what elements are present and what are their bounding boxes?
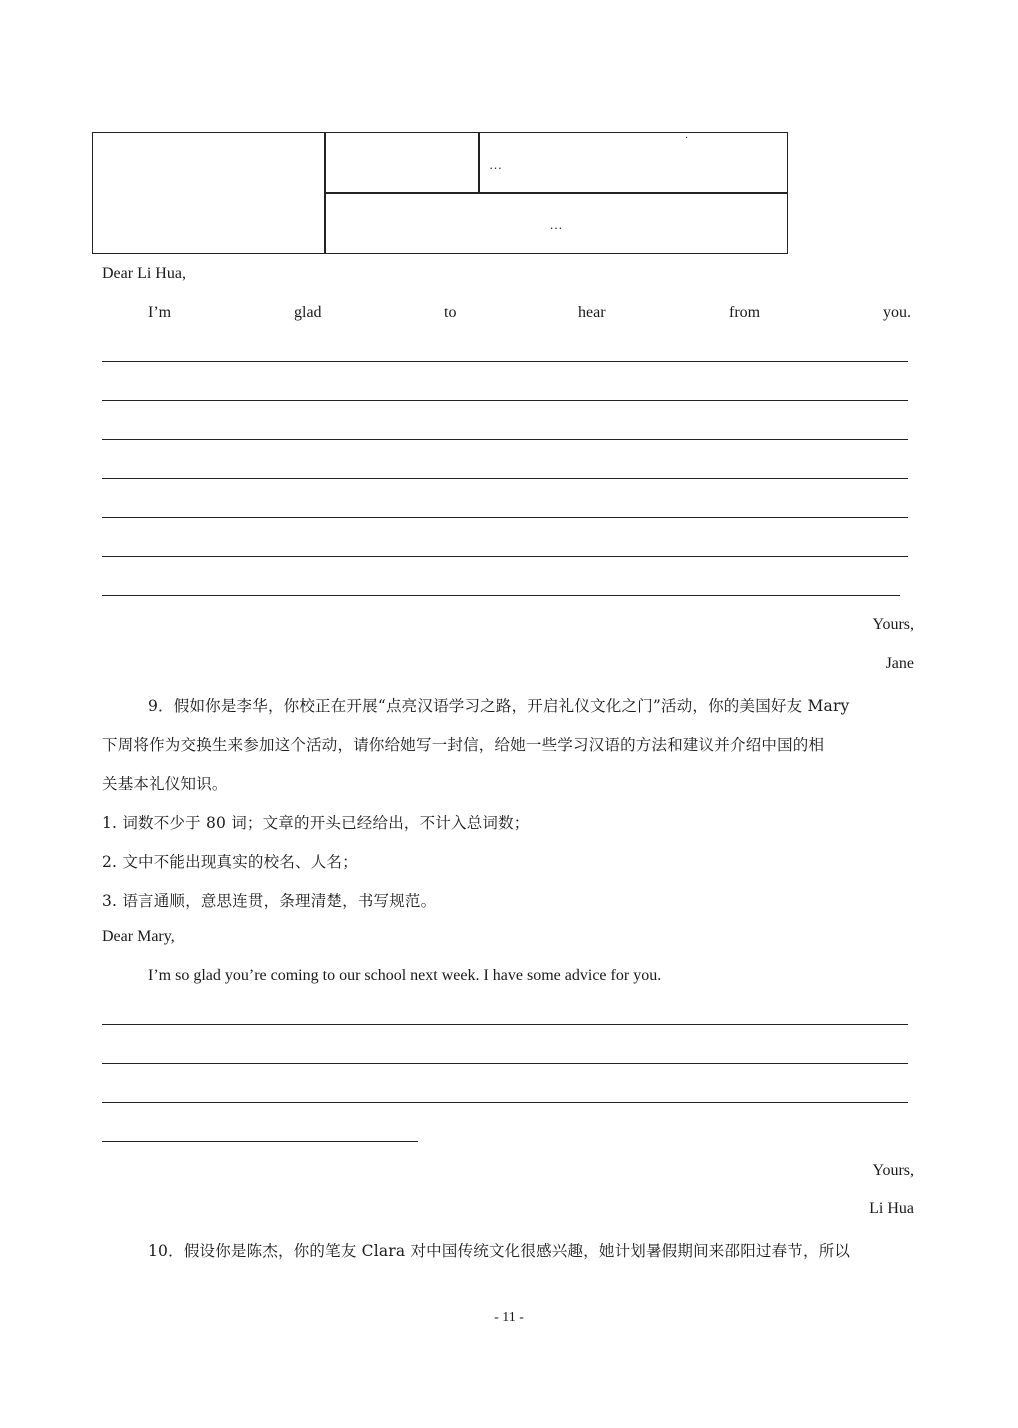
table-cell-middle-top [324,132,480,194]
q9-salutation: Dear Mary, [102,928,175,945]
q9-requirement: 3. 语言通顺，意思连贯，条理清楚，书写规范。 [102,892,437,910]
q9-opening: I’m so glad you’re coming to our school next week. I have some advice for you. [148,967,662,984]
letter1-opening-line [0,304,1018,328]
writing-line [102,556,908,557]
opening-word: hear [578,304,606,321]
table-cell-bottom-wide [324,192,788,254]
writing-line [102,595,900,596]
writing-line [102,361,908,362]
table-ellipsis: … [489,157,502,172]
opening-word: I’m [148,304,172,321]
writing-line [102,1102,908,1103]
q9-signature: Li Hua [869,1200,914,1217]
q9-closing: Yours, [872,1162,914,1179]
q10-prompt-line: 10．假设你是陈杰，你的笔友 Clara 对中国传统文化很感兴趣，她计划暑假期间来邵阳过春节，所以 [148,1242,851,1260]
writing-line [102,400,908,401]
table-ellipsis: … [549,217,563,232]
writing-line [102,517,908,518]
q9-prompt-line: 9．假如你是李华，你校正在开展“点亮汉语学习之路，开启礼仪文化之门”活动，你的美国好友 Mary [148,697,850,715]
letter1-closing: Yours, [872,616,914,633]
writing-line [102,439,908,440]
table-dot: · [685,133,689,144]
opening-word: to [444,304,457,321]
q9-requirement: 1. 词数不少于 80 词；文章的开头已经给出，不计入总词数； [102,814,530,832]
table-cell-right-top [478,132,788,194]
writing-line [102,1141,418,1142]
q9-requirement: 2. 文中不能出现真实的校名、人名； [102,853,358,871]
page-number: - 11 - [494,1310,524,1325]
letter1-signature: Jane [885,655,914,672]
opening-word: glad [294,304,322,321]
info-table [92,132,788,254]
writing-line [102,1063,908,1064]
q9-prompt-line: 下周将作为交换生来参加这个活动，请你给她写一封信，给她一些学习汉语的方法和建议并介绍中国的相 [102,736,825,754]
table-cell-left [92,132,326,254]
letter1-salutation: Dear Li Hua, [102,265,186,282]
writing-line [102,478,908,479]
opening-word: you. [883,304,911,321]
opening-word: from [729,304,761,321]
writing-line [102,1024,908,1025]
q9-prompt-line: 关基本礼仪知识。 [102,775,228,793]
